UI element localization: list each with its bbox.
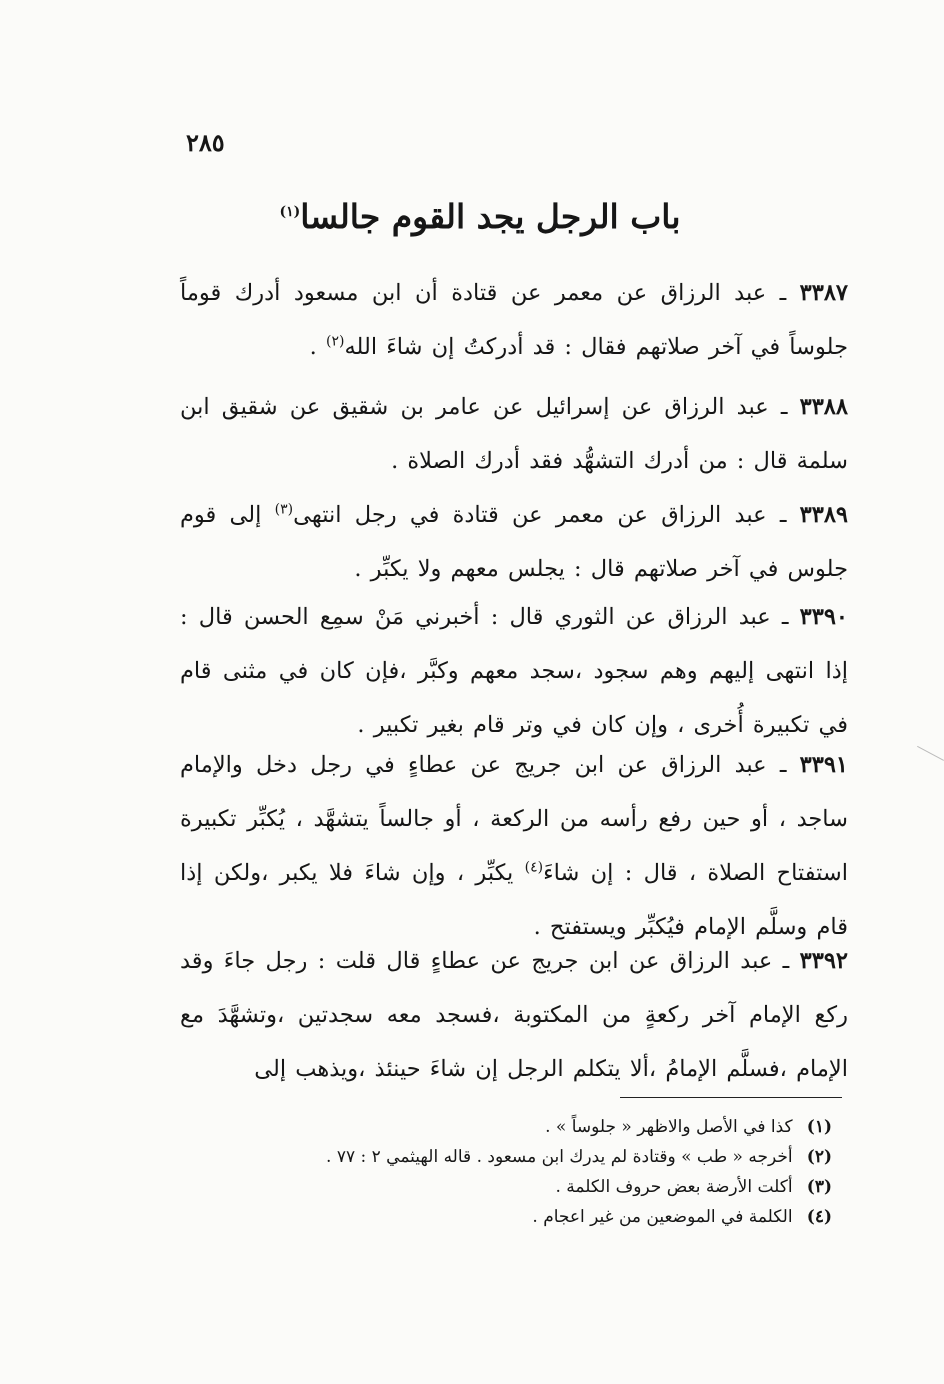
hadith-dash: ـ (768, 394, 800, 420)
hadith-footnote-marker: (٢) (325, 333, 345, 350)
hadith-paragraph (180, 380, 848, 488)
chapter-title-text: باب الرجل يجد القوم جالسا (300, 197, 681, 236)
footnote-text: أخرجه « طب » وقتادة لم يدرك ابن مسعود . قاله الهيثمي ٢ : ٧٧ . (326, 1147, 793, 1167)
hadith-text: عبد الرزاق عن معمر عن قتادة أن ابن مسعود أدرك قوماً جلوساً في آخر صلاتهم فقال : قد أدركتُ إن شاءَ الله (180, 280, 848, 360)
hadith-number: ٣٣٨٩ (799, 502, 848, 528)
hadith-dash: ـ (766, 502, 800, 528)
hadith-paragraph (180, 934, 848, 1096)
hadith-paragraph (180, 488, 848, 596)
hadith-text: عبد الرزاق عن الثوري قال : أخبرني مَنْ سمِع الحسن قال : إذا انتهى إليهم وهم سجود ،سجد معهم وكبَّر ،فإن كان في مثنى قام في تكبيرة أُخرى ، وإن كان في وتر قام بغير تكبير . (180, 604, 848, 738)
hadith-paragraph (180, 266, 848, 374)
hadith-text: عبد الرزاق عن إسرائيل عن عامر بن شقيق عن شقيق ابن سلمة قال : من أدرك التشهُّد فقد أدرك الصلاة . (180, 394, 848, 474)
hadith-paragraph (180, 738, 848, 954)
hadith-footnote-marker: (٤) (524, 859, 544, 876)
footnote-divider (620, 1097, 842, 1098)
chapter-title-footnote-marker: (١) (279, 204, 301, 220)
footnote-text: أكلت الأرضة بعض حروف الكلمة . (555, 1177, 793, 1197)
hadith-footnote-marker: (٣) (274, 501, 294, 518)
footnote-marker: (٤) (806, 1207, 832, 1227)
hadith-number: ٣٣٩١ (799, 752, 848, 778)
hadith-dash: ـ (766, 752, 800, 778)
hadith-paragraph (180, 590, 848, 752)
footnote-item (200, 1142, 832, 1172)
footnote-marker: (١) (806, 1117, 832, 1137)
hadith-dash: ـ (770, 604, 800, 630)
page-number: ٢٨٥ (186, 128, 225, 157)
footnote-item (200, 1172, 832, 1202)
hadith-text-after: . (309, 334, 326, 360)
hadith-number: ٣٣٩٢ (799, 948, 848, 974)
footnote-item (200, 1112, 832, 1142)
chapter-title (160, 192, 800, 242)
footnotes-list (200, 1112, 832, 1232)
hadith-text: عبد الرزاق عن ابن جريج عن عطاءٍ قال قلت : رجل جاءَ وقد ركع الإمام آخر ركعةٍ من المكتوبة ،فسجد معه سجدتين ،وتشهَّدَ مع الإمام ،فسلَّم الإمامُ ،ألا يتكلم الرجل إن شاءَ حينئذ ،ويذهب إلى (180, 948, 848, 1082)
hadith-number: ٣٣٨٧ (799, 280, 848, 306)
hadith-number: ٣٣٩٠ (799, 604, 848, 630)
hadith-dash: ـ (766, 280, 800, 306)
footnote-item (200, 1202, 832, 1232)
hadith-text-after: إلى قوم جلوس في آخر صلاتهم قال : يجلس معهم ولا يكبِّر . (180, 502, 848, 582)
hadith-number: ٣٣٨٨ (799, 394, 848, 420)
hadith-dash: ـ (772, 948, 800, 974)
footnote-text: الكلمة في الموضعين من غير اعجام . (532, 1207, 793, 1227)
footnote-marker: (٣) (806, 1177, 832, 1197)
hadith-text-after: يكبِّر ، وإن شاءَ فلا يكبر ،ولكن إذا قام وسلَّم الإمام فيُكبِّر ويستفتح . (180, 860, 848, 940)
hadith-text: عبد الرزاق عن ابن جريج عن عطاءٍ في رجل دخل والإمام ساجد ، أو حين رفع رأسه من الركعة ، أو جالساً يتشهَّد ، يُكبِّر تكبيرة استفتاح الصلاة ، قال : إن شاءَ (180, 752, 848, 886)
footnote-text: كذا في الأصل والاظهر « جلوساً » . (545, 1117, 793, 1137)
footnote-marker: (٢) (806, 1147, 832, 1167)
hadith-text: عبد الرزاق عن معمر عن قتادة في رجل انتهى (293, 502, 767, 528)
scan-artifact-line (908, 746, 944, 779)
